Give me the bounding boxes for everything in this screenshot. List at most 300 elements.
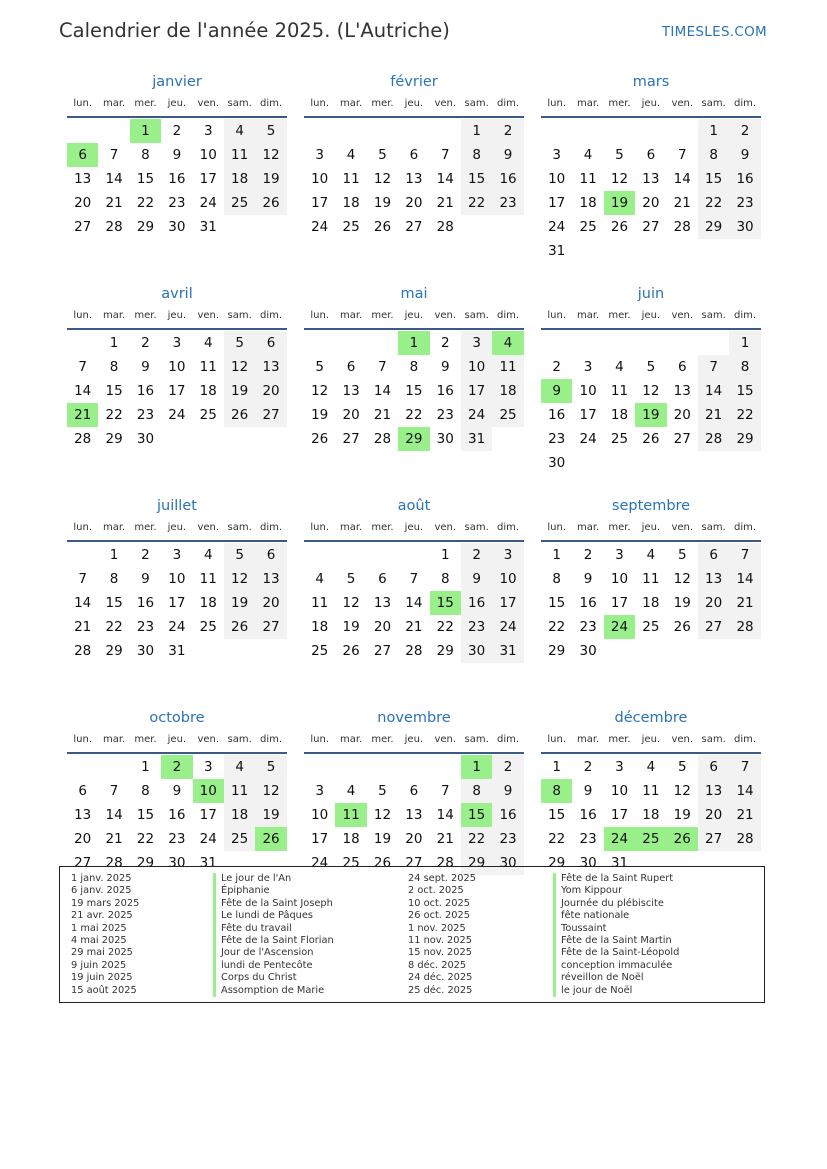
empty-day-cell (335, 119, 366, 143)
weekday-label: jeu. (167, 734, 187, 745)
day-cell: 23 (168, 831, 186, 847)
weekday-label: dim. (260, 98, 283, 109)
holiday-day-cell: 10 (193, 779, 224, 803)
day-cell: 22 (548, 619, 566, 635)
day-cell: 3 (315, 783, 324, 799)
page-title: Calendrier de l'année 2025. (L'Autriche) (59, 19, 450, 42)
day-cell: 5 (378, 147, 387, 163)
day-cell: 9 (141, 571, 150, 587)
month-name: août (397, 498, 431, 514)
empty-day-cell (304, 543, 335, 567)
day-cell: 1 (109, 547, 119, 563)
day-cell: 15 (136, 171, 155, 187)
day-cell: 23 (729, 191, 760, 215)
weekday-label: dim. (734, 734, 757, 745)
day-cell: 30 (436, 431, 454, 447)
holiday-day-cell: 21 (67, 403, 98, 427)
empty-day-cell (367, 543, 398, 567)
legend-date: 15 nov. 2025 (408, 947, 472, 959)
weekday-header (67, 306, 287, 330)
day-cell: 6 (409, 147, 419, 163)
month-name: mai (400, 286, 428, 302)
day-cell: 31 (492, 639, 523, 663)
day-cell: 7 (677, 147, 687, 163)
legend-holiday-name: Le lundi de Pâques (213, 910, 334, 922)
day-cell: 3 (172, 547, 182, 563)
day-cell: 7 (698, 355, 729, 379)
day-cell: 23 (436, 407, 454, 423)
weekday-label: dim. (734, 98, 757, 109)
month-block (541, 70, 761, 282)
day-cell: 12 (342, 595, 360, 611)
day-cell: 1 (729, 331, 760, 355)
weekday-label: jeu. (167, 310, 187, 321)
day-cell: 9 (461, 567, 492, 591)
day-cell: 7 (109, 147, 119, 163)
day-cell: 27 (74, 855, 92, 871)
day-cell: 14 (105, 171, 123, 187)
day-cell: 12 (224, 567, 255, 591)
weekday-label: dim. (260, 522, 283, 533)
weekday-label: mar. (102, 98, 126, 109)
day-cell: 10 (610, 571, 629, 587)
weekday-label: mer. (371, 98, 394, 109)
day-cell: 19 (255, 167, 286, 191)
day-cell: 13 (698, 567, 729, 591)
empty-day-cell (398, 543, 429, 567)
empty-day-cell (98, 119, 129, 143)
day-cell: 28 (373, 431, 392, 447)
legend-holiday-name: fête nationale (553, 910, 679, 922)
day-cell: 3 (615, 547, 624, 563)
empty-day-cell (367, 755, 398, 779)
weekday-label: dim. (260, 734, 283, 745)
day-cell: 5 (378, 783, 387, 799)
day-cell: 2 (141, 547, 150, 563)
day-cell: 30 (136, 431, 155, 447)
day-cell: 30 (492, 851, 523, 875)
day-cell: 6 (255, 543, 286, 567)
day-cell: 11 (342, 171, 360, 187)
weekday-label: ven. (434, 310, 457, 321)
day-cell: 10 (548, 171, 566, 187)
day-cell: 3 (492, 543, 523, 567)
legend-holiday-name: lundi de Pentecôte (213, 960, 334, 972)
weekday-label: dim. (734, 522, 757, 533)
day-cell: 22 (548, 831, 566, 847)
weekday-label: dim. (734, 310, 757, 321)
day-cell: 4 (583, 147, 593, 163)
day-cell: 10 (168, 571, 186, 587)
day-cell: 10 (461, 355, 492, 379)
day-cell: 6 (378, 571, 387, 587)
day-cell: 3 (461, 331, 492, 355)
empty-day-cell (335, 331, 366, 355)
day-cell: 15 (548, 807, 566, 823)
day-cell: 18 (224, 167, 255, 191)
day-cell: 24 (311, 219, 329, 235)
month-name: octobre (149, 710, 205, 726)
day-cell: 11 (199, 571, 217, 587)
weekday-label: mar. (102, 522, 126, 533)
day-cell: 8 (461, 779, 492, 803)
legend-holiday-name: Jour de l'Ascension (213, 947, 334, 959)
day-cell: 24 (579, 431, 597, 447)
month-block (304, 282, 524, 494)
day-cell: 28 (436, 219, 454, 235)
day-cell: 28 (74, 431, 92, 447)
weekday-label: mar. (576, 310, 600, 321)
day-cell: 23 (579, 619, 597, 635)
day-cell: 23 (579, 831, 597, 847)
day-cell: 2 (492, 755, 523, 779)
empty-day-cell (604, 331, 635, 355)
legend-date: 1 nov. 2025 (408, 922, 466, 934)
day-cell: 8 (109, 359, 119, 375)
weekday-label: jeu. (641, 98, 661, 109)
weekday-label: sam. (701, 310, 726, 321)
day-cell: 24 (492, 615, 523, 639)
day-cell: 5 (346, 571, 356, 587)
day-cell: 7 (440, 783, 450, 799)
legend-holiday-name: Assomption de Marie (213, 985, 334, 997)
day-cell: 4 (346, 783, 356, 799)
holiday-day-cell: 19 (635, 403, 666, 427)
legend-holiday-name: Fête de la Saint Florian (213, 935, 334, 947)
day-cell: 1 (461, 119, 492, 143)
day-cell: 17 (610, 595, 629, 611)
day-cell: 26 (311, 431, 329, 447)
legend-date: 1 janv. 2025 (71, 873, 132, 884)
weekday-header (67, 730, 287, 754)
weekday-label: jeu. (404, 98, 424, 109)
day-cell: 14 (729, 779, 760, 803)
empty-day-cell (541, 331, 572, 355)
day-cell: 24 (199, 831, 217, 847)
day-cell: 24 (168, 407, 186, 423)
day-cell: 5 (315, 359, 324, 375)
legend-holiday-name: Fête du travail (213, 923, 334, 935)
day-cell: 20 (673, 407, 691, 423)
day-cell: 19 (373, 831, 392, 847)
day-cell: 1 (552, 759, 561, 775)
month-block (541, 706, 761, 886)
day-cell: 7 (729, 543, 760, 567)
month-name: septembre (611, 498, 691, 514)
day-cell: 3 (203, 123, 213, 139)
day-cell: 28 (673, 219, 691, 235)
day-cell: 27 (642, 219, 660, 235)
day-cell: 23 (168, 195, 186, 211)
weekday-label: mer. (608, 522, 631, 533)
day-cell: 9 (440, 359, 450, 375)
day-cell: 2 (440, 335, 450, 351)
day-cell: 23 (492, 827, 523, 851)
day-cell: 24 (168, 619, 186, 635)
weekday-label: lun. (73, 98, 93, 109)
weekday-header (541, 306, 761, 330)
day-cell: 16 (729, 167, 760, 191)
weekday-header (304, 518, 524, 542)
empty-day-cell (367, 119, 398, 143)
day-cell: 2 (552, 359, 561, 375)
empty-day-cell (398, 119, 429, 143)
day-cell: 3 (172, 335, 182, 351)
day-cell: 26 (255, 191, 286, 215)
legend-date: 25 déc. 2025 (408, 984, 473, 996)
legend-date: 9 juin 2025 (71, 959, 127, 971)
weekday-label: lun. (547, 522, 567, 533)
day-cell: 12 (642, 383, 660, 399)
legend-holiday-name: Journée du plébiscite (553, 898, 679, 910)
month-block (67, 70, 287, 282)
day-cell: 11 (642, 783, 660, 799)
day-cell: 21 (74, 619, 92, 635)
day-cell: 17 (311, 831, 329, 847)
holiday-day-cell: 4 (492, 331, 523, 355)
month-name: décembre (614, 710, 688, 726)
day-cell: 31 (610, 855, 629, 871)
day-cell: 18 (610, 407, 629, 423)
legend-date: 24 déc. 2025 (408, 972, 473, 984)
day-cell: 14 (405, 595, 423, 611)
weekday-label: ven. (197, 522, 220, 533)
legend-date: 10 oct. 2025 (408, 897, 470, 909)
legend-names-left (213, 873, 334, 997)
day-cell: 17 (610, 807, 629, 823)
empty-day-cell (304, 755, 335, 779)
legend-date: 19 juin 2025 (71, 972, 133, 984)
day-cell: 23 (548, 431, 566, 447)
day-cell: 20 (342, 407, 360, 423)
day-cell: 3 (552, 147, 561, 163)
month-name: novembre (377, 710, 451, 726)
day-cell: 30 (579, 643, 597, 659)
holiday-day-cell: 1 (398, 331, 429, 355)
day-cell: 5 (224, 331, 255, 355)
day-cell: 8 (698, 143, 729, 167)
day-cell: 4 (224, 119, 255, 143)
month-row (67, 494, 761, 706)
day-cell: 6 (646, 147, 656, 163)
day-cell: 16 (579, 807, 597, 823)
weekday-header (67, 94, 287, 118)
day-cell: 20 (373, 619, 392, 635)
brand-link[interactable]: TIMESLES.COM (661, 24, 767, 40)
month-block (541, 282, 761, 494)
empty-day-cell (98, 755, 129, 779)
weekday-label: ven. (671, 98, 694, 109)
weekday-label: mer. (134, 522, 157, 533)
day-cell: 7 (109, 783, 119, 799)
month-name: février (390, 74, 438, 90)
day-cell: 1 (440, 547, 450, 563)
day-cell: 28 (405, 643, 423, 659)
day-cell: 7 (378, 359, 387, 375)
day-cell: 24 (548, 219, 566, 235)
day-cell: 31 (199, 219, 217, 235)
day-cell: 19 (255, 803, 286, 827)
weekday-label: sam. (464, 98, 489, 109)
legend-holiday-name: Fête de la Saint-Léopold (553, 947, 679, 959)
day-cell: 20 (698, 803, 729, 827)
day-cell: 25 (224, 191, 255, 215)
day-cell: 11 (199, 359, 217, 375)
weekday-label: ven. (671, 310, 694, 321)
day-cell: 28 (729, 615, 760, 639)
day-cell: 2 (729, 119, 760, 143)
day-cell: 16 (579, 595, 597, 611)
day-cell: 6 (677, 359, 687, 375)
legend-date: 21 avr. 2025 (71, 910, 133, 922)
weekday-label: ven. (434, 734, 457, 745)
weekday-header (304, 306, 524, 330)
day-grid (541, 330, 761, 475)
month-name: juillet (157, 498, 197, 514)
day-cell: 5 (677, 547, 687, 563)
legend-date: 24 sept. 2025 (408, 873, 476, 884)
day-cell: 19 (342, 619, 360, 635)
day-cell: 21 (729, 803, 760, 827)
empty-day-cell (667, 119, 698, 143)
weekday-label: mar. (576, 734, 600, 745)
weekday-label: jeu. (641, 310, 661, 321)
day-cell: 25 (610, 431, 629, 447)
weekday-label: ven. (434, 522, 457, 533)
holiday-day-cell: 11 (335, 803, 366, 827)
day-cell: 9 (172, 147, 182, 163)
day-cell: 13 (255, 355, 286, 379)
legend-dates-left (71, 873, 139, 997)
day-cell: 19 (373, 195, 392, 211)
day-cell: 16 (492, 803, 523, 827)
day-cell: 4 (646, 759, 656, 775)
day-cell: 26 (224, 615, 255, 639)
weekday-header (304, 730, 524, 754)
day-cell: 6 (698, 755, 729, 779)
weekday-label: jeu. (167, 98, 187, 109)
weekday-label: sam. (701, 522, 726, 533)
day-cell: 4 (224, 755, 255, 779)
weekday-label: sam. (227, 98, 252, 109)
day-cell: 22 (461, 191, 492, 215)
day-cell: 27 (673, 431, 691, 447)
weekday-label: jeu. (404, 310, 424, 321)
day-cell: 1 (698, 119, 729, 143)
legend-names-right (553, 873, 679, 997)
weekday-label: mar. (339, 98, 363, 109)
day-cell: 16 (548, 407, 566, 423)
day-cell: 29 (698, 215, 729, 239)
holiday-day-cell: 1 (461, 755, 492, 779)
weekday-label: mar. (576, 98, 600, 109)
weekday-label: sam. (227, 522, 252, 533)
day-cell: 27 (74, 219, 92, 235)
day-cell: 15 (105, 383, 123, 399)
day-cell: 11 (492, 355, 523, 379)
day-grid (67, 754, 287, 875)
day-cell: 1 (141, 759, 150, 775)
day-cell: 4 (646, 547, 656, 563)
day-cell: 26 (373, 219, 392, 235)
day-cell: 15 (729, 379, 760, 403)
day-cell: 21 (105, 831, 123, 847)
day-cell: 4 (203, 335, 213, 351)
day-cell: 12 (673, 783, 691, 799)
day-cell: 6 (255, 331, 286, 355)
day-cell: 15 (405, 383, 423, 399)
legend-holiday-name: Le jour de l'An (213, 873, 334, 885)
weekday-label: mer. (608, 310, 631, 321)
day-cell: 14 (729, 567, 760, 591)
day-cell: 2 (492, 119, 523, 143)
holiday-legend (59, 866, 765, 1003)
day-cell: 31 (461, 427, 492, 451)
month-name: janvier (152, 74, 202, 90)
legend-date: 26 oct. 2025 (408, 910, 470, 922)
weekday-label: ven. (671, 734, 694, 745)
day-cell: 12 (610, 171, 629, 187)
day-cell: 9 (583, 783, 593, 799)
holiday-day-cell: 1 (130, 119, 161, 143)
month-name: juin (637, 286, 665, 302)
day-cell: 18 (199, 595, 217, 611)
weekday-label: jeu. (404, 522, 424, 533)
day-cell: 14 (436, 807, 454, 823)
legend-holiday-name: Épiphanie (213, 885, 334, 897)
weekday-label: jeu. (167, 522, 187, 533)
legend-holiday-name: Fête de la Saint Rupert (553, 873, 679, 885)
weekday-label: dim. (497, 98, 520, 109)
day-cell: 14 (74, 595, 92, 611)
day-cell: 4 (346, 147, 356, 163)
day-cell: 13 (698, 779, 729, 803)
holiday-day-cell: 26 (667, 827, 698, 851)
day-cell: 31 (168, 643, 186, 659)
day-cell: 5 (615, 147, 624, 163)
weekday-label: mer. (134, 310, 157, 321)
day-cell: 13 (373, 595, 392, 611)
day-cell: 25 (492, 403, 523, 427)
weekday-label: ven. (671, 522, 694, 533)
day-cell: 30 (168, 855, 186, 871)
weekday-label: mer. (608, 734, 631, 745)
day-cell: 26 (642, 431, 660, 447)
day-cell: 30 (548, 455, 566, 471)
day-cell: 13 (673, 383, 691, 399)
day-cell: 11 (642, 571, 660, 587)
legend-holiday-name: Yom Kippour (553, 885, 679, 897)
empty-day-cell (604, 119, 635, 143)
day-cell: 29 (548, 643, 566, 659)
day-cell: 10 (311, 171, 329, 187)
day-cell: 10 (199, 147, 217, 163)
month-block (304, 706, 524, 886)
day-cell: 2 (172, 123, 182, 139)
empty-day-cell (572, 119, 603, 143)
day-cell: 6 (698, 543, 729, 567)
day-cell: 28 (436, 855, 454, 871)
day-cell: 18 (342, 195, 360, 211)
day-cell: 3 (583, 359, 593, 375)
day-cell: 18 (311, 619, 329, 635)
day-cell: 25 (311, 643, 329, 659)
day-cell: 26 (373, 855, 392, 871)
day-cell: 18 (342, 831, 360, 847)
month-row (67, 282, 761, 494)
day-cell: 5 (677, 759, 687, 775)
day-cell: 28 (74, 643, 92, 659)
